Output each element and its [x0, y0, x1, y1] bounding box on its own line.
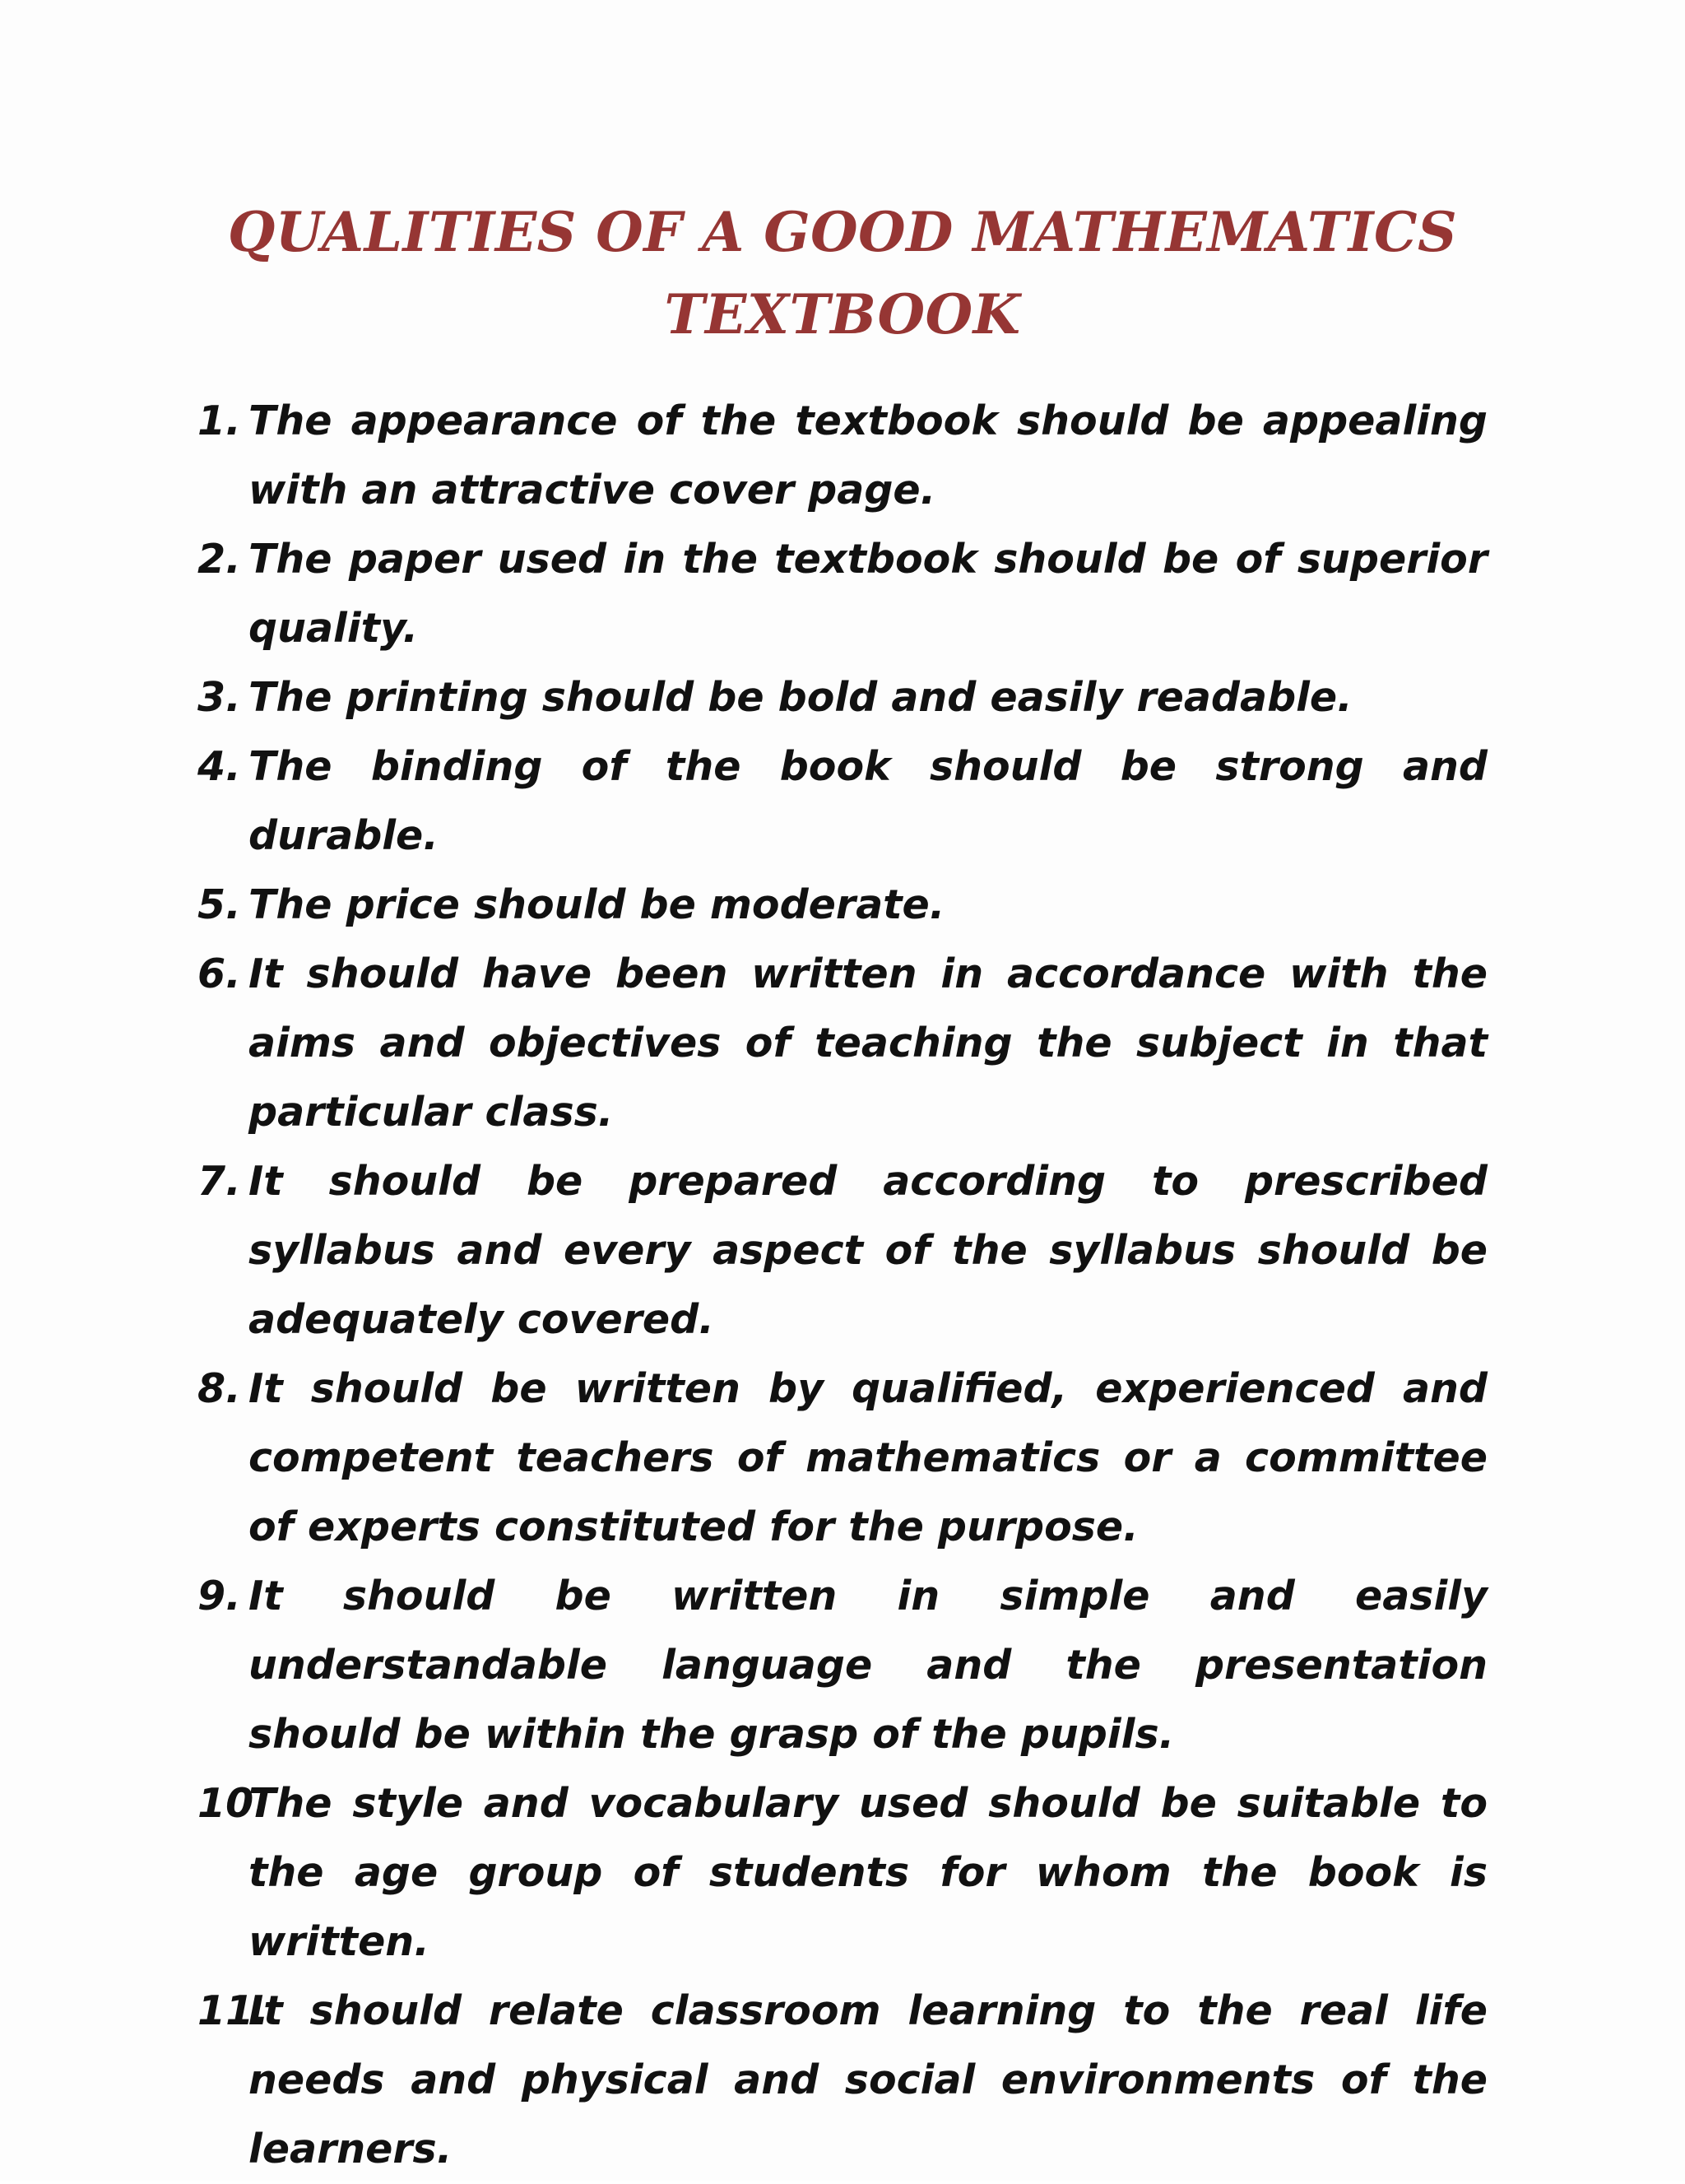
list-item-text: The appearance of the textbook should be appealing with an attractive cover page.	[248, 397, 1488, 513]
list-item	[197, 1977, 1488, 2184]
list-item-number: 5.	[197, 881, 241, 928]
list-item-number: 10.	[197, 1780, 269, 1827]
list-item	[197, 1769, 1488, 1977]
list-item-number: 4.	[197, 743, 241, 790]
list-item	[197, 525, 1488, 663]
list-item	[197, 387, 1488, 525]
list-item-number: 1.	[197, 397, 241, 444]
list-item	[197, 940, 1488, 1147]
list-item-number: 8.	[197, 1365, 241, 1412]
list-item-number: 2.	[197, 536, 241, 583]
list-item-text: The style and vocabulary used should be suitable to the age group of students for whom the book is written.	[248, 1780, 1488, 1965]
list-item-text: The binding of the book should be strong and durable.	[248, 743, 1488, 859]
list-item-text: It should have been written in accordance with the aims and objectives of teaching the subject in that particular class.	[248, 950, 1488, 1136]
list-item	[197, 1355, 1488, 1562]
page-title: QUALITIES OF A GOOD MATHEMATICS TEXTBOOK	[227, 200, 1458, 346]
list-item-text: The printing should be bold and easily readable.	[248, 674, 1353, 721]
list-item-number: 7.	[197, 1158, 241, 1205]
list-item	[197, 871, 1488, 940]
list-item-number: 3.	[197, 674, 241, 721]
list-item-text: It should relate classroom learning to the real life needs and physical and social environments of the learners.	[248, 1987, 1488, 2172]
list-item	[197, 732, 1488, 871]
list-item	[197, 1147, 1488, 1355]
list-item-text: The price should be moderate.	[248, 881, 945, 928]
qualities-list	[197, 387, 1488, 2184]
list-item	[197, 1562, 1488, 1769]
list-item	[197, 663, 1488, 732]
list-item-number: 9.	[197, 1573, 241, 1619]
list-item-text: It should be written by qualified, experienced and competent teachers of mathematics or a committee of experts constituted for the purpose.	[248, 1365, 1488, 1550]
list-item-text: It should be prepared according to prescribed syllabus and every aspect of the syllabus should be adequately covered.	[248, 1158, 1488, 1343]
list-item-number: 11.	[197, 1987, 269, 2034]
list-item-number: 6.	[197, 950, 241, 997]
list-item-text: It should be written in simple and easily understandable language and the presentation should be within the grasp of the pupils.	[248, 1573, 1488, 1758]
list-item-text: The paper used in the textbook should be of superior quality.	[248, 536, 1488, 652]
